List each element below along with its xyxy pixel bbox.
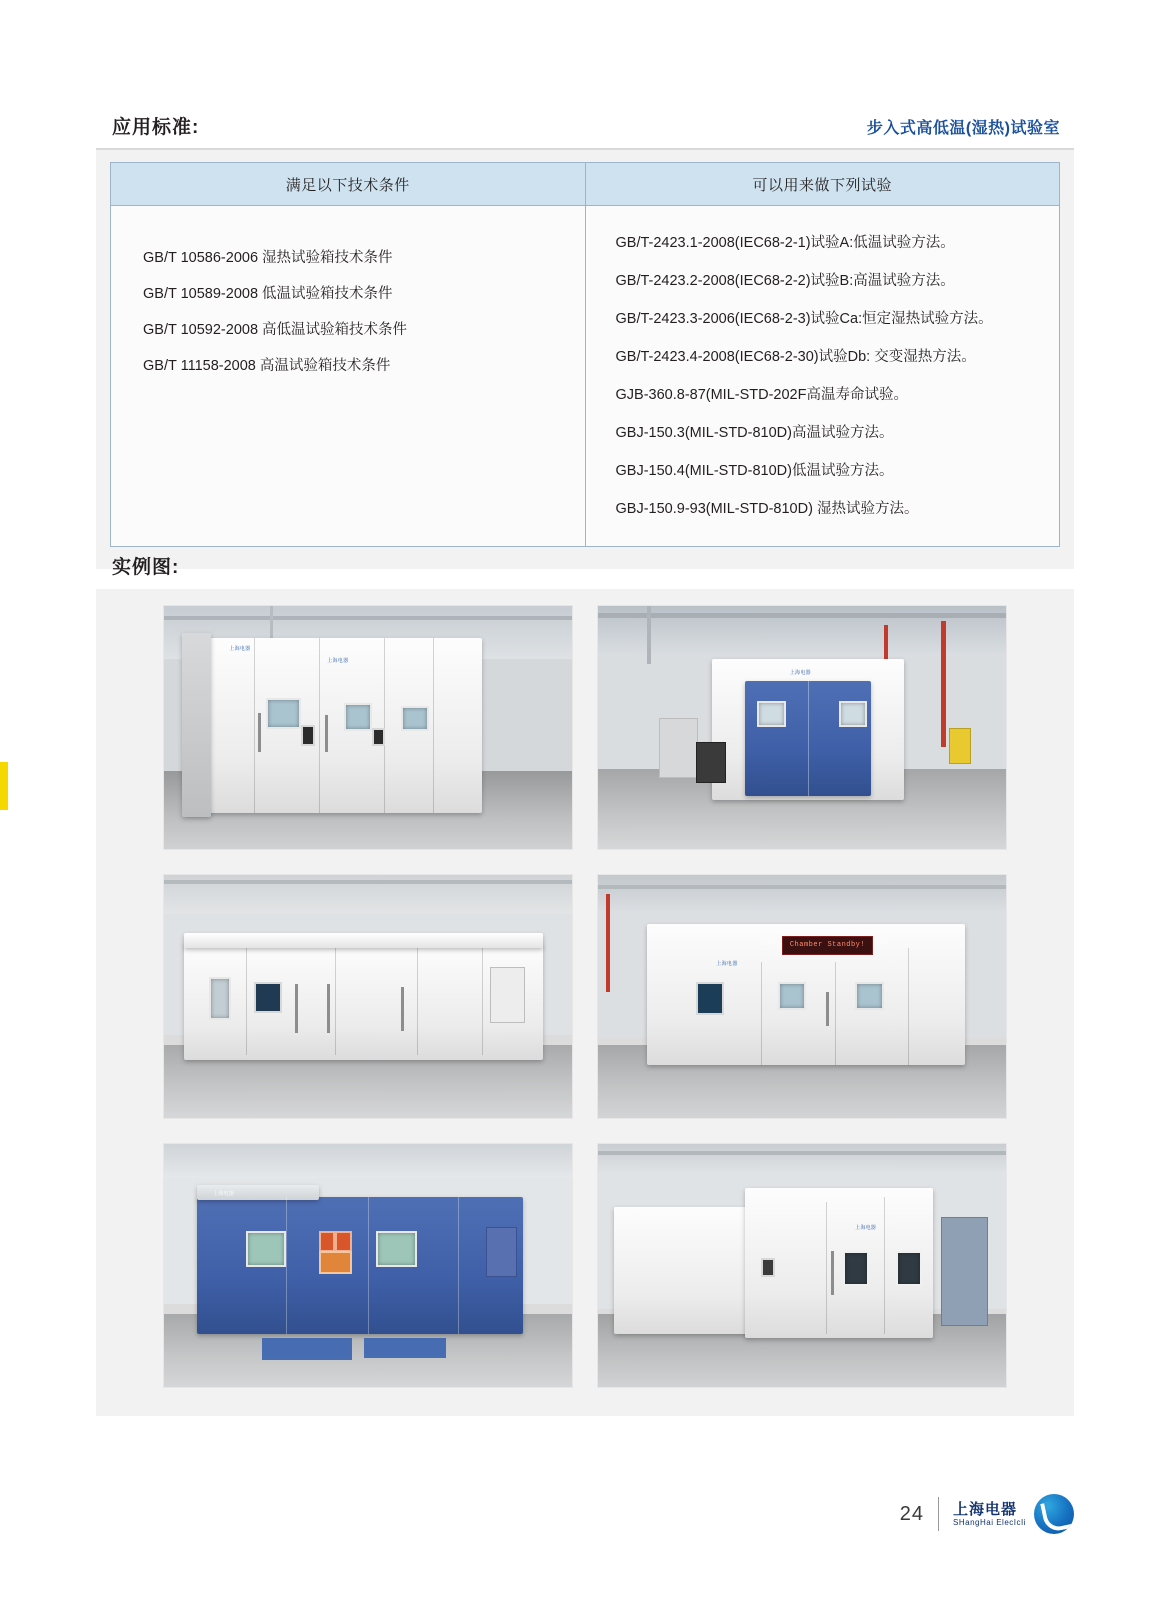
list-item: GB/T 10586-2006 湿热试验箱技术条件 bbox=[143, 250, 393, 266]
photo-gallery bbox=[96, 589, 1074, 1416]
list-item: GB/T-2423.4-2008(IEC68-2-30)试验Db: 交变湿热方法。 bbox=[615, 349, 976, 365]
table-header-tests: 可以用来做下列试验 bbox=[585, 163, 1060, 206]
tests-cell bbox=[585, 206, 1060, 547]
standards-section bbox=[96, 112, 1074, 569]
example-photo-5: 上海电器 bbox=[163, 1143, 573, 1388]
list-item: GBJ-150.9-93(MIL-STD-810D) 湿热试验方法。 bbox=[615, 501, 919, 517]
list-item: GB/T 10592-2008 高低温试验箱技术条件 bbox=[143, 322, 408, 338]
standards-table bbox=[110, 162, 1060, 547]
list-item: GB/T 11158-2008 高温试验箱技术条件 bbox=[143, 358, 391, 374]
example-photo-3 bbox=[163, 874, 573, 1119]
standards-panel bbox=[96, 150, 1074, 569]
example-photo-1: 上海电器 上海电器 bbox=[163, 605, 573, 850]
footer-divider bbox=[938, 1497, 939, 1531]
example-photo-4: Chamber Standby! 上海电器 bbox=[597, 874, 1007, 1119]
examples-title: 实例图: bbox=[112, 557, 180, 578]
photo-caption bbox=[604, 1101, 787, 1114]
list-item: GB/T 10589-2008 低温试验箱技术条件 bbox=[143, 286, 393, 302]
table-header-row bbox=[111, 163, 1060, 206]
examples-header bbox=[96, 552, 1074, 579]
brand-name-cn: 上海电器 bbox=[953, 1500, 1018, 1518]
page-edge-marker bbox=[0, 762, 8, 810]
standards-header bbox=[96, 112, 1074, 139]
example-photo-2: 上海电器 bbox=[597, 605, 1007, 850]
photo-caption bbox=[604, 1370, 742, 1383]
photo-caption bbox=[170, 1101, 326, 1114]
page-title: 应用标准: bbox=[112, 117, 200, 138]
brand-name-en: SHangHai ElecIcIi bbox=[953, 1518, 1026, 1528]
photo-caption bbox=[170, 832, 317, 845]
photo-caption bbox=[170, 1370, 290, 1383]
page-footer bbox=[900, 1494, 1074, 1534]
header-product-name: 步入式高低温(湿热)试验室 bbox=[866, 120, 1060, 137]
page-number: 24 bbox=[899, 1502, 925, 1525]
list-item: GBJ-150.3(MIL-STD-810D)高温试验方法。 bbox=[615, 425, 894, 441]
list-item: GB/T-2423.3-2006(IEC68-2-3)试验Ca:恒定湿热试验方法。 bbox=[615, 311, 993, 327]
brand-mark-icon bbox=[1034, 1494, 1074, 1534]
list-item: GB/T-2423.1-2008(IEC68-2-1)试验A:低温试验方法。 bbox=[615, 235, 955, 251]
conditions-cell bbox=[111, 206, 586, 547]
chamber-standby-banner: Chamber Standby! bbox=[782, 936, 874, 955]
table-row bbox=[111, 206, 1060, 547]
list-item: GB/T-2423.2-2008(IEC68-2-2)试验B:高温试验方法。 bbox=[615, 273, 955, 289]
table-header-conditions: 满足以下技术条件 bbox=[111, 163, 586, 206]
brand-logo bbox=[953, 1494, 1074, 1534]
list-item: GBJ-150.4(MIL-STD-810D)低温试验方法。 bbox=[615, 463, 894, 479]
examples-section bbox=[96, 552, 1074, 1416]
example-photo-6: 上海电器 bbox=[597, 1143, 1007, 1388]
photo-caption bbox=[604, 832, 742, 845]
list-item: GJB-360.8-87(MIL-STD-202F高温寿命试验。 bbox=[615, 387, 908, 403]
